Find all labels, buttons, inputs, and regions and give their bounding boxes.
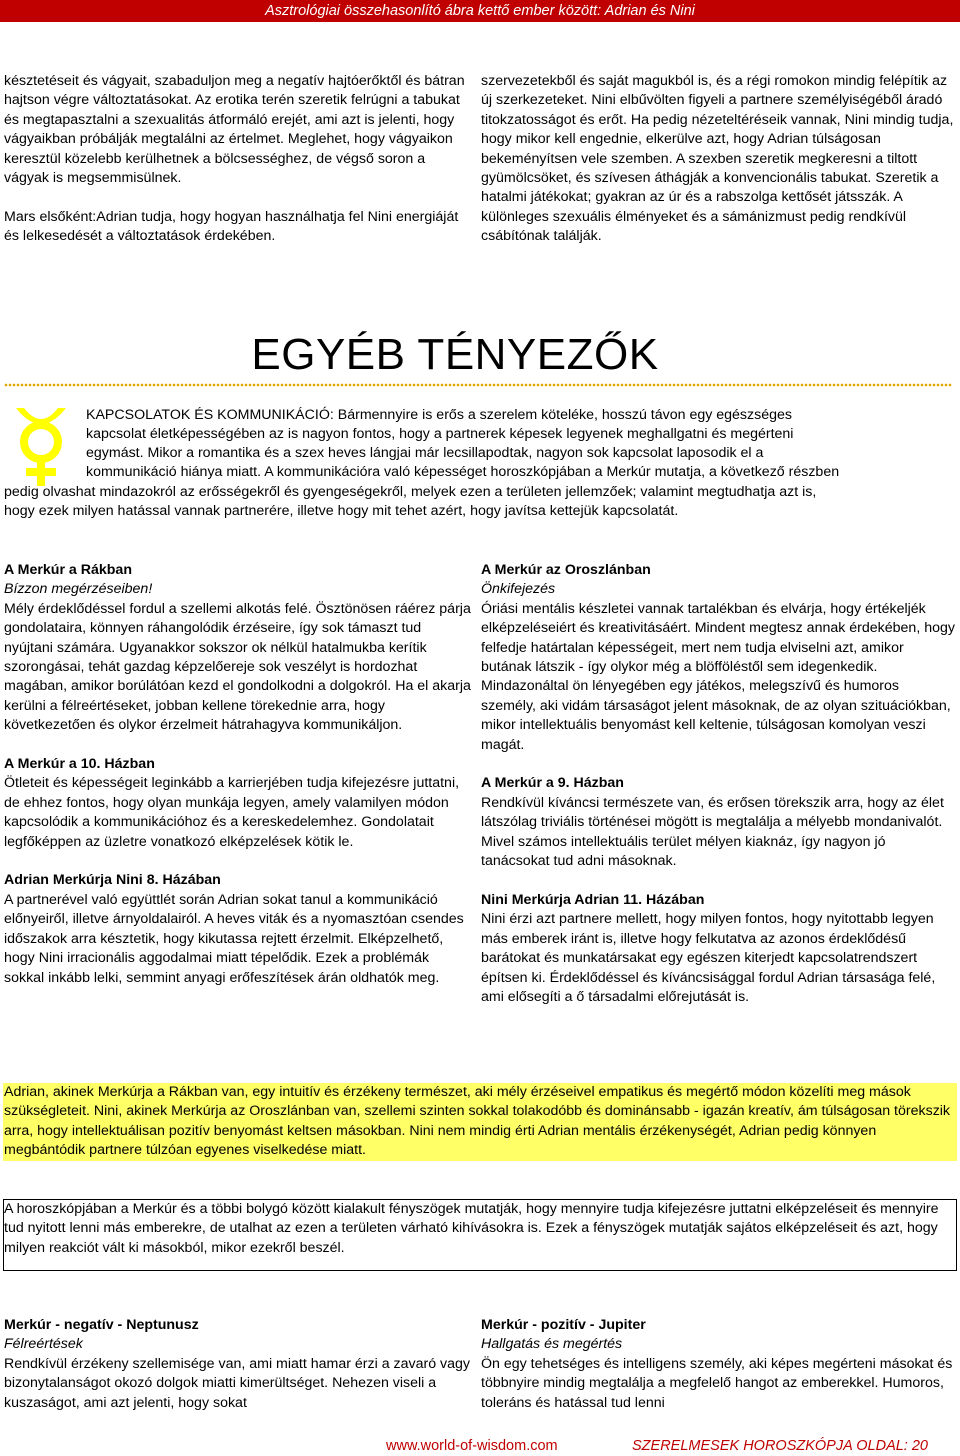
document-title: Asztrológiai összehasonlító ábra kettő ember között: Adrian és Nini: [265, 3, 695, 19]
intro-left-paragraph-1: késztetéseit és vágyait, szabaduljon meg a negatív hajtóerőktől és bátran hajtson végre változtatásokat. Az erotika terén szeretik felrúgni a tabukat és megtapasztalni a szexualitás átformáló erejét, ami azt is jelenti, hogy vágyaikban próbálják megtalálni az értelmet. Meglehet, hogy vágyaikon keresztül közelebb kerülhetnek a bölcsességhez, de végső soron a vágyak is megsemmisülnek.: [4, 73, 465, 187]
section-intro-line: pedig olvashat mindazokról az erősségekről és gyengeségekről, melyek ezen a területen jellemzőek; valamint megtudhatja azt is,: [4, 484, 817, 500]
adrian-house-heading: A Merkúr a 10. Házban: [4, 756, 155, 773]
aspect-positive-text: Ön egy tehetséges és intelligens személy, aki képes megérteni másokat és többnyire mindig megtalálja a megfelelő hangot az emberekkel. Humoros, toleráns és hatással tud lenni: [481, 1355, 953, 1411]
nini-house-text: Rendkívül kíváncsi természete van, és erősen törekszik arra, hogy az élet látszólag triviális történései mögött is megtalálja a mélyebb mondanivalót. Mivel számos intellektuális terület mélyen kiaknáz, így nagyon jó tanácsokat tud adni másoknak.: [481, 794, 944, 870]
mercury-comparison-summary: [3, 1083, 957, 1161]
nini-house-heading: A Merkúr a 9. Házban: [481, 775, 624, 792]
section-intro-line: kapcsolat életképességében az is nagyon fontos, hogy a partnerek képesek legyenek meghallgatni és megérteni: [86, 426, 794, 442]
dotted-divider: [4, 383, 952, 387]
nini-sign-heading: A Merkúr az Oroszlánban: [481, 562, 651, 578]
intro-right-paragraph: szervezetekből és saját magukból is, és a régi romokon mindig felépítik az új szerkezeteket. Nini elbűvölten figyeli a partnere személyiségéből áradó titokzatosságot és erőt. Ha pedig nézeteltéréseik vannak, Nini mindig tudja, hogy mikor kell engednie, elkerülve azt, hogy Adrian túlságosan bekeményítsen vele szemben. A szexben szeretik megkeresni a tiltott gyümölcsöket, és szívesen áthágják a konvencionális tabukat. Szeretik a hatalmi játékokat; gyakran az úr és a rabszolga kettősét játsszák. A különleges szexuális élményeket és a sámánizmust pedig rendkívül csábítónak találják.: [481, 73, 954, 245]
aspect-negative-text: Rendkívül érzékeny szellemisége van, ami miatt hamar érzi a zavaró vagy bizonytalanságot okozó dolgok miatti kimerültséget. Nehezen viseli a kuszaságot, ami azt jelenti, hogy sokat: [4, 1355, 471, 1411]
adrian-sign-subheading: Bízzon megérzéseiben!: [4, 581, 153, 598]
intro-left-column: [4, 72, 472, 247]
mercury-comparison-text: Adrian, akinek Merkúrja a Rákban van, egy intuitív és érzékeny természet, aki mély érzéseivel empatikus és megértő módon közelíti meg mások szükségleteit. Nini, akinek Merkúrja az Oroszlánban van, szellemi szinten sokkal tolakodóbb és dominánsabb - igazán kreatív, ám túlságosan törekszik arra, hogy intellektuálisan pozitív benyomást keltsen másokban. Nini nem mindig érti Adrian mentális érzékenységét, Adrian pedig könnyen megbántódik partnere túlzóan egyenes viselkedése miatt.: [4, 1084, 951, 1159]
adrian-house-text: Ötleteit és képességeit leginkább a karrierjében tudja kifejezésre juttatni, de ehhez fontos, hogy olyan munkája legyen, amely valamilyen módon kapcsolódik a kommunikációhoz és a kereskedelemhez. Gondolatait legfőképpen az üzletre vonatkozó elképzelések kötik le.: [4, 775, 460, 850]
aspects-intro-text: A horoszkópjában a Merkúr és a többi bolygó között kialakult fényszögek mutatják, hogy mennyire tudja kifejezésre juttatni elképzeléseit és mennyire tud nyitott lenni más emberekre, de utalhat az ezen a területen várható kihívásokra is. Ezek a fényszögek mutatják sajátos elképzeléseit és azt, hogy milyen reakciót vált ki másokból, mikor ezekről beszél.: [4, 1201, 939, 1256]
nini-sign-text: Óriási mentális készletei vannak tartalékban és elvárja, hogy értékeljék elképzeléseiért és kreativitásáért. Mindent megtesz annak érdekében, hogy felfedje határtalan képességeit, mert nem tudja elviselni azt, amikor butának látszik - így olykor még a blöfföléstől sem idegenkedik. Mindazonáltal ön lényegében egy játékos, melegszívű és humoros személy, aki vidám társaságot jelent másoknak, de az olyan szituációkban, mikor intellektuális benyomást kell keltenie, túlságosan komolyan veszi magát.: [481, 600, 955, 753]
aspects-intro-box: [3, 1199, 957, 1271]
adrian-sign-heading: A Merkúr a Rákban: [4, 562, 132, 578]
aspect-negative: [4, 1316, 472, 1413]
section-intro-line: KAPCSOLATOK ÉS KOMMUNIKÁCIÓ: Bármennyire is erős a szerelem köteléke, hosszú távon egy egészséges: [86, 407, 792, 423]
footer-page-label: SZERELMESEK HOROSZKÓPJA OLDAL: 20: [632, 1438, 928, 1454]
section-intro-line: kommunikáció hiánya miatt. A kommunikációra való képességet horoszkópjában a Merkúr mutatja, a következő részben: [86, 464, 840, 480]
aspect-positive-subheading: Hallgatás és megértés: [481, 1336, 623, 1353]
section-intro-line: egymást. Mikor a romantika és a szex heves lángjai már lecsillapodtak, nagyon sok kapcsolat laposodik el a: [86, 445, 764, 461]
adrian-overlay-heading: Adrian Merkúrja Nini 8. Házában: [4, 872, 221, 889]
section-intro-line: hogy ezek milyen hatással vannak partnerére, illetve hogy mit tehet azért, hogy javítsa kettejük kapcsolatát.: [4, 503, 679, 519]
intro-left-paragraph-2: Mars elsőként:Adrian tudja, hogy hogyan használhatja fel Nini energiáját és lelkesedését a változtatások érdekében.: [4, 208, 459, 245]
nini-overlay-text: Nini érzi azt partnere mellett, hogy milyen fontos, hogy nyitottabb legyen más emberek iránt is, illetve hogy felkutatva az azonos érdeklődésű barátokat és munkatársakat egy egészen kiterjedt kapcsolatrendszert építsen ki. Érdeklődéssel és kíváncsisággal fordul Adrian társasága felé, ami elősegíti a ő társadalmi előrejutását is.: [481, 911, 936, 1005]
adrian-sign-text: Mély érdeklődéssel fordul a szellemi alkotás felé. Ösztönösen ráérez párja gondolataira, könnyen ráhangolódik érzéseire, így sok támaszt tud nyújtani számára. Ugyanakkor sokszor ok nélkül hatalmukba kerítik szorongásai, tehát gazdag képzelőereje sok veszélyt is hordozhat magában, amikor borúlátóan kezd el gondolkodni a dolgokról. Ha el akarja kerülni a félreértéseket, jobban kellene törekednie arra, hogy következetően és olykor érzelmeit hátrahagyva kommunikáljon.: [4, 600, 471, 734]
footer-url[interactable]: www.world-of-wisdom.com: [386, 1438, 558, 1454]
mercury-symbol-icon: [6, 404, 76, 488]
aspect-positive-heading: Merkúr - pozitív - Jupiter: [481, 1317, 646, 1333]
nini-mercury-column: [481, 561, 957, 1007]
intro-right-column: [481, 72, 957, 247]
aspect-positive: [481, 1316, 957, 1413]
section-title: EGYÉB TÉNYEZŐK: [251, 330, 659, 379]
nini-sign-subheading: Önkifejezés: [481, 581, 556, 598]
adrian-mercury-column: [4, 561, 472, 988]
nini-overlay-heading: Nini Merkúrja Adrian 11. Házában: [481, 891, 705, 908]
adrian-overlay-text: A partnerével való együttlét során Adrian sokat tanul a kommunikáció előnyeiről, illetve árnyoldalairól. A heves viták és a nyomasztóan csendes időszakok arra késztetik, hogy kikutassa rejtett érzelmit. Elképzelhető, hogy Nini irracionális aggodalmai miatt tépelődik. Ezek a problémák sokkal inkább lelki, semmint anyagi erőfeszítések árán oldhatók meg.: [4, 891, 464, 986]
aspect-negative-heading: Merkúr - negatív - Neptunusz: [4, 1317, 199, 1333]
aspect-negative-subheading: Félreértések: [4, 1336, 83, 1353]
